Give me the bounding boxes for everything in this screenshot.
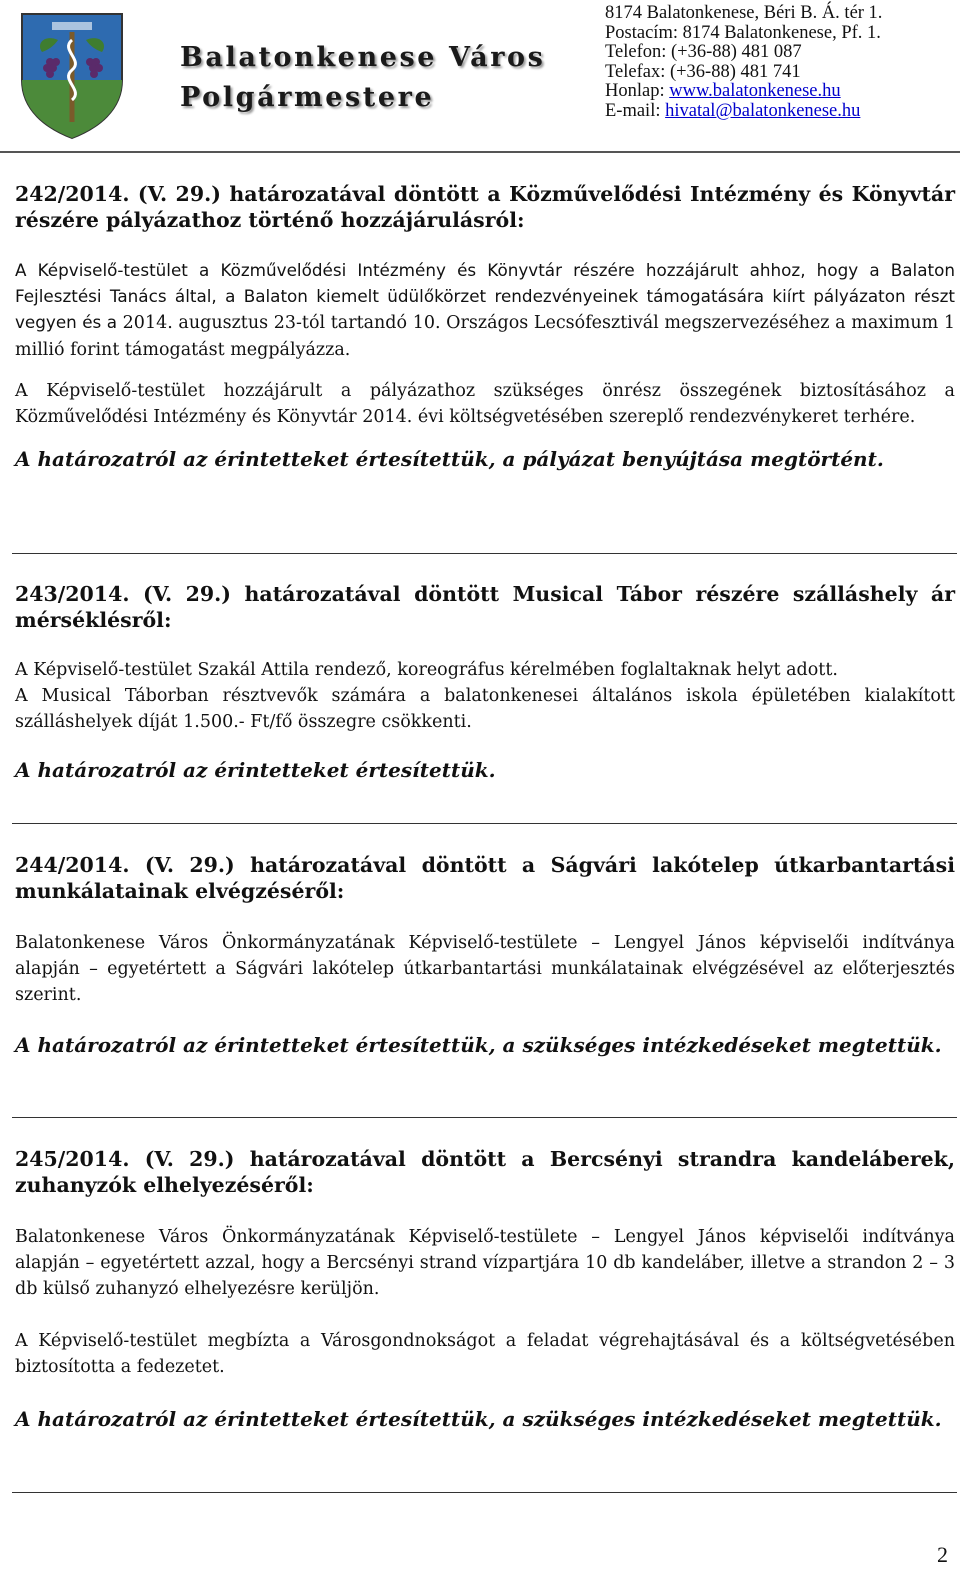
resolution-paragraph: Balatonkenese Város Önkormányzatának Képviselő-testülete – Lengyel János képviselői indítványa alapján – egyetértett a Ságvári lakótelep útkarbantartási munkálatainak elvégzésével az előterjesztés szerint. (15, 933, 955, 1005)
letterhead (0, 0, 960, 152)
resolution-closing: A határozatról az érintetteket értesítettük, a szükséges intézkedéseket megtettük. (15, 1407, 942, 1431)
section-divider (12, 1492, 957, 1493)
page-number: 2 (937, 1542, 948, 1567)
city-title (180, 38, 560, 118)
resolution-paragraph: A Képviselő-testület Szakál Attila rendező, koreográfus kérelmében foglaltaknak helyt adott. (15, 660, 838, 680)
resolution-title: 243/2014. (V. 29.) határozatával döntött Musical Tábor részére szálláshely ár mérséklésről: (15, 582, 955, 632)
resolution-closing: A határozatról az érintetteket értesítettük, a pályázat benyújtása megtörtént. (15, 447, 884, 471)
resolution-244 (15, 852, 955, 1059)
resolution-title: 242/2014. (V. 29.) határozatával döntött a Közművelődési Intézmény és Könyvtár részére pályázathoz történő hozzájárulásról: (15, 182, 955, 232)
resolution-paragraph: Balatonkenese Város Önkormányzatának Képviselő-testülete – Lengyel János képviselői indítványa alapján – egyetértett azzal, hogy a Bercsényi strand vízpartjára 10 db kandeláber, illetve a strandon 2 – 3 db külső zuhanyzó elhelyezésre kerüljön. (15, 1227, 955, 1299)
section-divider (12, 1117, 957, 1118)
email-link[interactable]: hivatal@balatonkenese.hu (665, 100, 861, 121)
resolution-245 (15, 1146, 955, 1433)
postal-line: Postacím: 8174 Balatonkenese, Pf. 1. (605, 22, 881, 43)
paragraph-part: A Képviselő-testület a Közművelődési Intézmény és Könyvtár részére hozzájárult ahhoz, hogy a Balaton Fejlesztési Tanács által, a Balaton kiemelt üdülőkörzet rendezvényeinek támogatására kiírt pályázaton részt vegyen és a (15, 260, 955, 332)
website-line (605, 82, 955, 102)
coat-of-arms-icon (16, 10, 128, 140)
email-line (605, 102, 955, 122)
website-label: Honlap: (605, 81, 670, 102)
resolution-closing: A határozatról az érintetteket értesítettük. (15, 758, 496, 782)
city-name: Balatonkenese Város (180, 42, 546, 73)
phone-line: Telefon: (+36-88) 481 087 (605, 42, 802, 63)
website-link[interactable]: www.balatonkenese.hu (669, 81, 841, 102)
section-divider (12, 553, 957, 554)
email-label: E-mail: (605, 100, 666, 121)
resolution-title: 245/2014. (V. 29.) határozatával döntött a Bercsényi strandra kandeláberek, zuhanyzók elhelyezéséről: (15, 1147, 955, 1197)
resolution-paragraph: A Musical Táborban résztvevők számára a balatonkenesei általános iskola épületében kialakított szálláshelyek díját 1.500.- Ft/fő összegre csökkenti. (15, 686, 955, 732)
section-divider (12, 823, 957, 824)
mayor-title: Polgármestere (180, 82, 435, 113)
resolution-closing: A határozatról az érintetteket értesítettük, a szükséges intézkedéseket megtettük. (15, 1033, 942, 1057)
resolution-paragraph: A Képviselő-testület hozzájárult a pályázathoz szükséges önrész összegének biztosításához a Közművelődési Intézmény és Könyvtár 2014. évi költségvetésében szereplő rendezvénykeret terhére. (15, 381, 955, 427)
resolution-243 (15, 581, 955, 784)
resolution-title: 244/2014. (V. 29.) határozatával döntött a Ságvári lakótelep útkarbantartási munkálatainak elvégzéséről: (15, 853, 955, 903)
fax-line: Telefax: (+36-88) 481 741 (605, 61, 801, 82)
resolution-242 (15, 181, 955, 473)
resolution-paragraph (15, 257, 955, 363)
header-divider (0, 151, 960, 153)
contact-block (605, 4, 955, 122)
paragraph-part: 2014. augusztus 23-tól tartandó 10. Országos Lecsófesztivál megszervezéséhez a maximum 1 millió forint támogatást megpályázza. (15, 313, 955, 360)
resolution-paragraph: A Képviselő-testület megbízta a Városgondnokságot a feladat végrehajtásával és a költségvetésében biztosította a fedezetet. (15, 1331, 955, 1377)
address-line: 8174 Balatonkenese, Béri B. Á. tér 1. (605, 3, 883, 23)
